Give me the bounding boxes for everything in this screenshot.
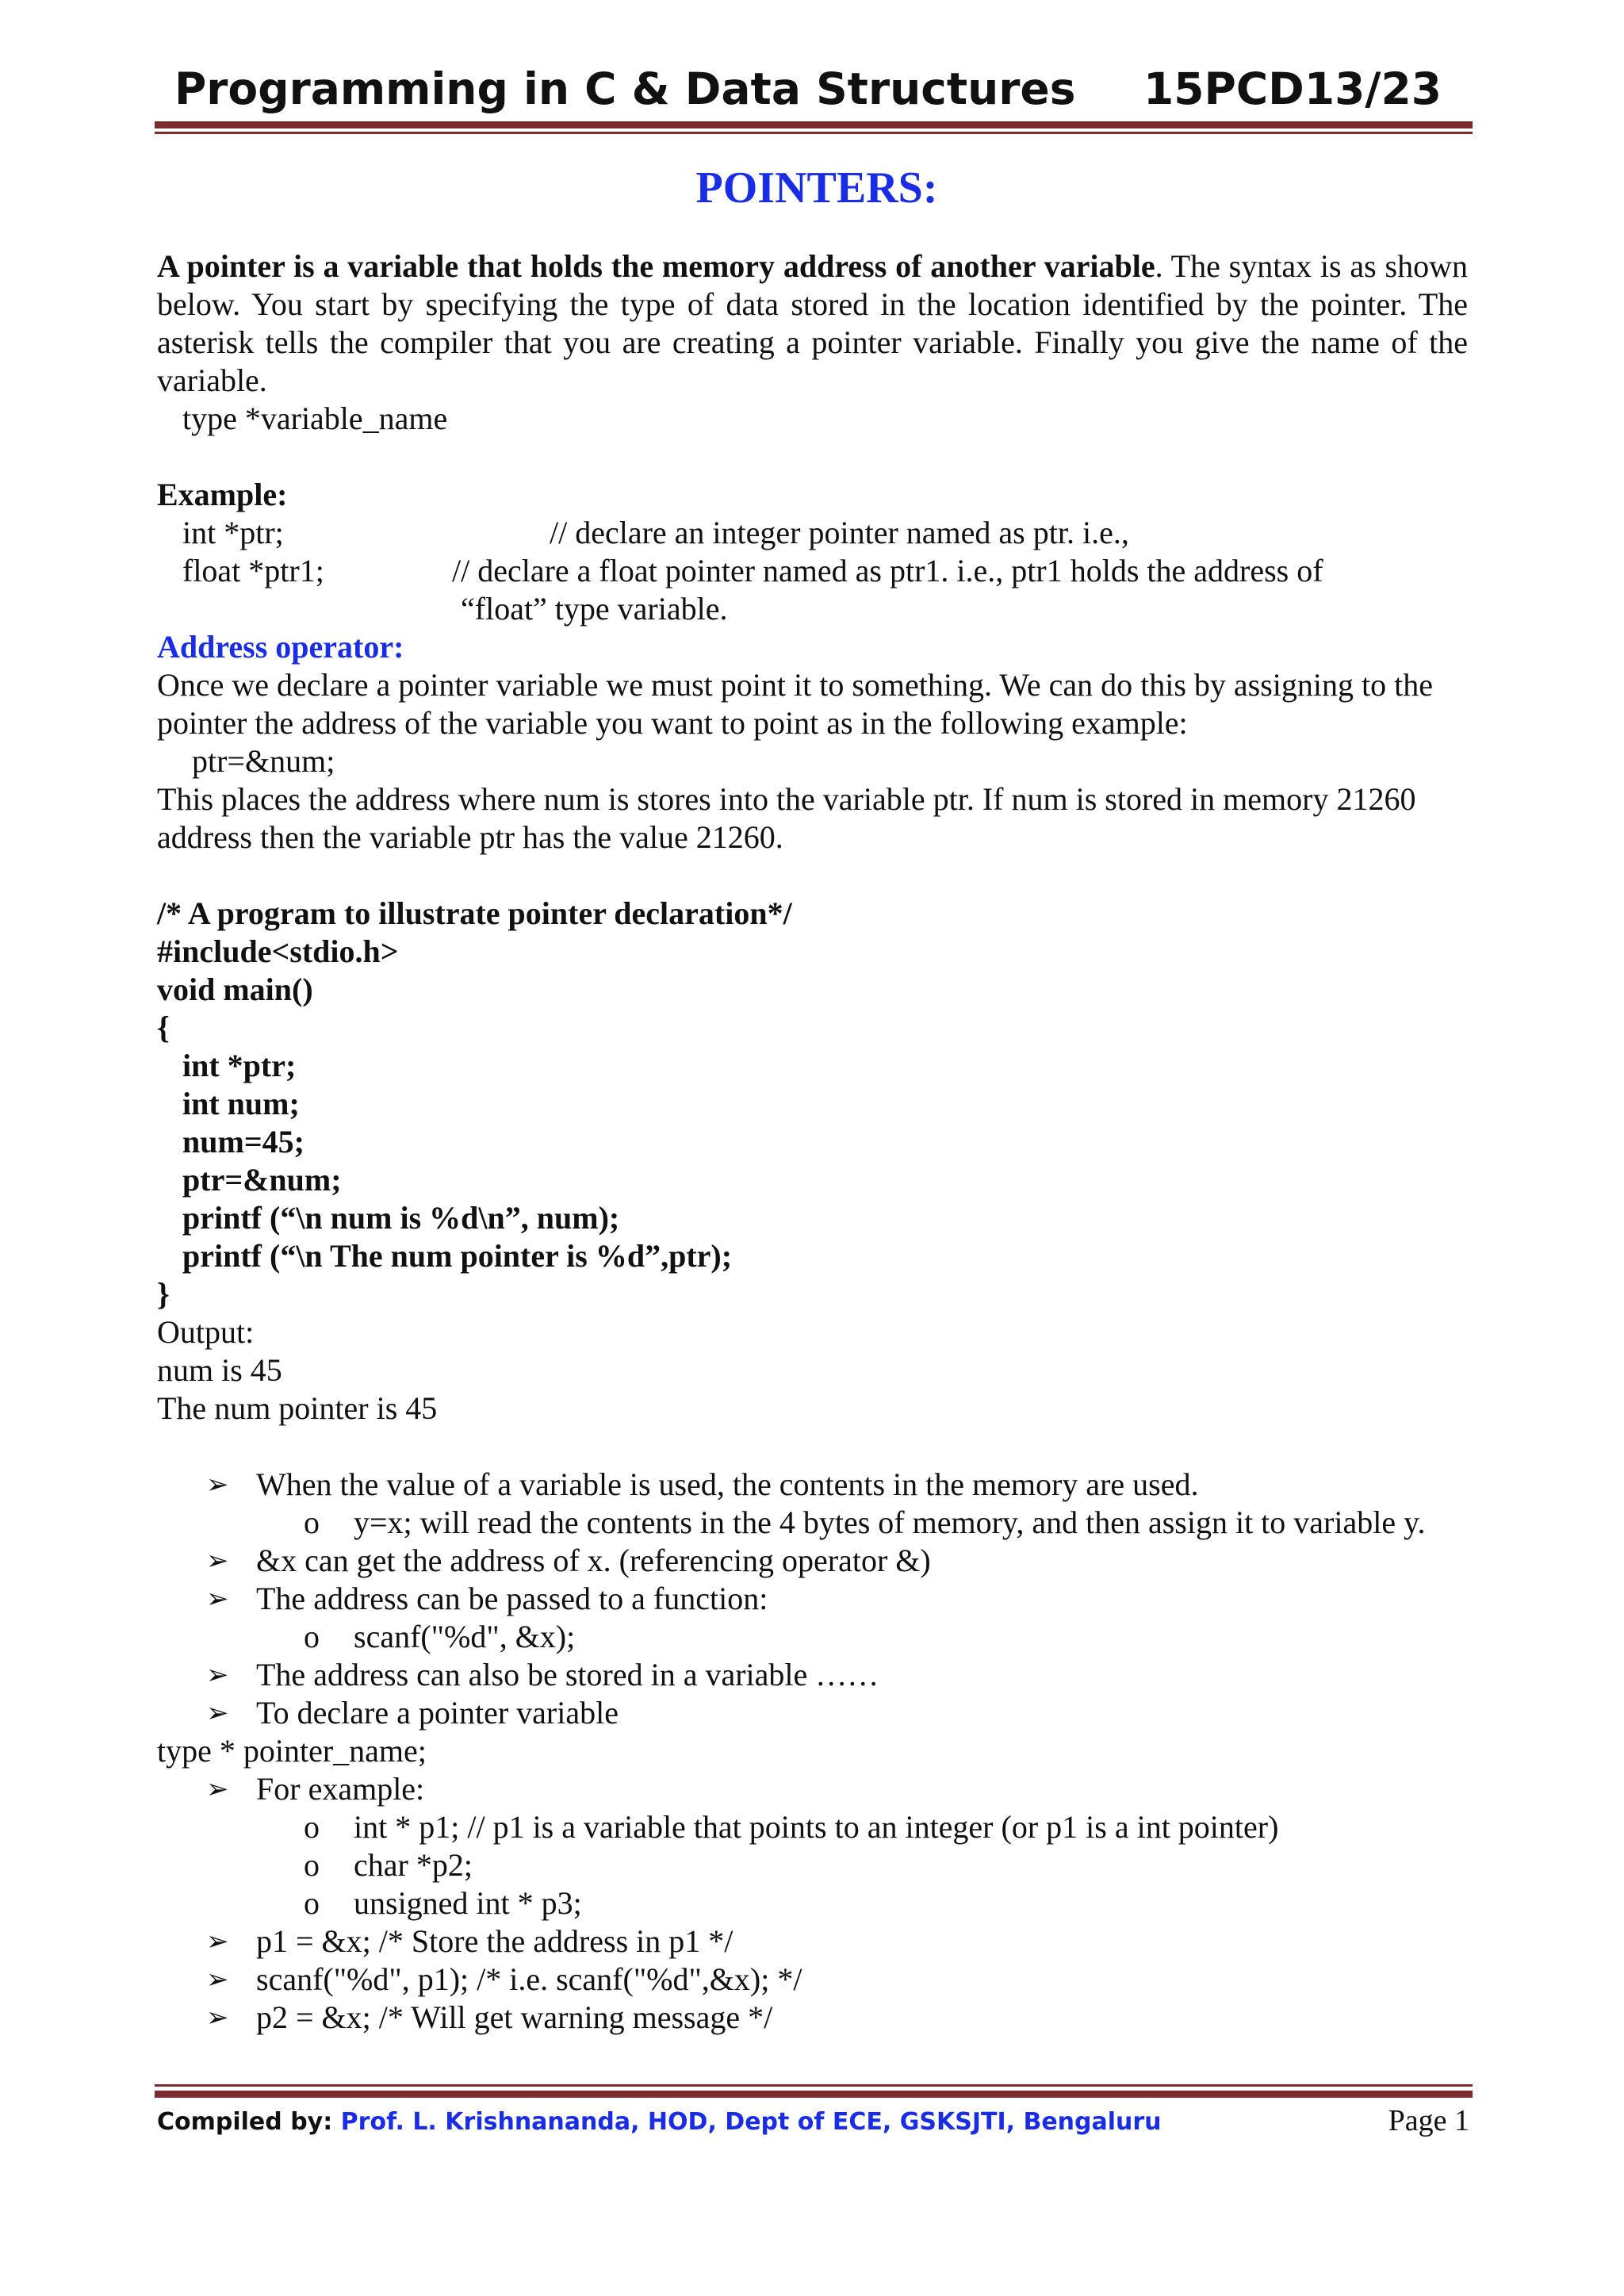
page-footer bbox=[157, 2103, 1469, 2137]
header-rule-thin bbox=[155, 132, 1473, 134]
program-line: printf (“\n num is %d\n”, num); bbox=[182, 1200, 620, 1236]
address-operator-code: ptr=&num; bbox=[192, 743, 335, 779]
bullet-item bbox=[157, 1999, 1468, 2037]
bullet-text: scanf("%d", p1); /* i.e. scanf("%d",&x); */ bbox=[256, 1961, 802, 1997]
arrow-bullet-icon: ➢ bbox=[206, 1583, 229, 1615]
bullet-item bbox=[157, 1770, 1468, 1808]
example-comment-2-cont: “float” type variable. bbox=[461, 591, 728, 627]
bullet-text: &x can get the address of x. (referencing operator &) bbox=[256, 1543, 931, 1578]
bullet-text: To declare a pointer variable bbox=[256, 1695, 619, 1731]
program-line: num=45; bbox=[182, 1124, 304, 1159]
circle-bullet-icon: o bbox=[304, 1885, 320, 1921]
footer-rule bbox=[155, 2091, 1473, 2098]
program-line: { bbox=[157, 1010, 170, 1045]
footer-rule-thin bbox=[155, 2084, 1473, 2087]
compiled-by-label: Compiled by: bbox=[157, 2108, 341, 2136]
bullet-item bbox=[157, 1656, 1468, 1694]
example-code-1: int *ptr; bbox=[182, 515, 284, 550]
bullet-text: The address can be passed to a function: bbox=[256, 1581, 768, 1616]
course-code: 15PCD13/23 bbox=[1143, 63, 1442, 114]
sub-bullet-item bbox=[157, 1884, 1468, 1922]
page-header bbox=[174, 56, 1450, 119]
compiled-by-author: Prof. L. Krishnananda, HOD, Dept of ECE, GSKSJTI, Bengaluru bbox=[340, 2108, 1162, 2136]
bullet-text: When the value of a variable is used, the contents in the memory are used. bbox=[256, 1466, 1199, 1502]
example-heading: Example: bbox=[157, 477, 288, 512]
example-code-2: float *ptr1; bbox=[182, 553, 324, 588]
syntax-line: type *variable_name bbox=[182, 401, 448, 436]
program-line: ptr=&num; bbox=[182, 1162, 342, 1198]
sub-bullet-text: unsigned int * p3; bbox=[354, 1885, 582, 1921]
bullet-item bbox=[157, 1961, 1468, 1999]
sub-bullet-text: int * p1; // p1 is a variable that points to an integer (or p1 is a int pointer) bbox=[354, 1809, 1279, 1845]
circle-bullet-icon: o bbox=[304, 1504, 320, 1540]
bullet-item bbox=[157, 1694, 1468, 1732]
intro-paragraph bbox=[157, 247, 1468, 400]
arrow-bullet-icon: ➢ bbox=[206, 1773, 229, 1805]
sub-bullet-item bbox=[157, 1808, 1468, 1846]
program-line: /* A program to illustrate pointer declaration*/ bbox=[157, 895, 792, 931]
bullet-text: The address can also be stored in a variable …… bbox=[256, 1657, 879, 1692]
pointer-syntax-line: type * pointer_name; bbox=[157, 1733, 427, 1769]
arrow-bullet-icon: ➢ bbox=[206, 1469, 229, 1501]
header-rule bbox=[155, 121, 1473, 128]
bullet-item bbox=[157, 1580, 1468, 1618]
arrow-bullet-icon: ➢ bbox=[206, 1659, 229, 1691]
arrow-bullet-icon: ➢ bbox=[206, 1697, 229, 1729]
intro-definition: A pointer is a variable that holds the memory address of another variable bbox=[157, 248, 1155, 284]
sub-bullet-text: y=x; will read the contents in the 4 bytes of memory, and then assign it to variable y. bbox=[354, 1504, 1426, 1540]
section-title bbox=[0, 163, 1624, 213]
program-line: printf (“\n The num pointer is %d”,ptr); bbox=[182, 1238, 733, 1274]
arrow-bullet-icon: ➢ bbox=[206, 1545, 229, 1577]
output-label: Output: bbox=[157, 1314, 255, 1350]
example-line-2 bbox=[157, 552, 1468, 590]
bullet-item bbox=[157, 1542, 1468, 1580]
program-line: int *ptr; bbox=[182, 1048, 297, 1083]
output-line-1: num is 45 bbox=[157, 1352, 282, 1388]
intro-text: . The syntax is as shown below. You start by specifying the type of data stored in the location identified by the pointer. The asterisk tells the compiler that you are creating a pointer variable. Finally you give the name of the variable. bbox=[157, 248, 1468, 398]
address-operator-para1: Once we declare a pointer variable we must point it to something. We can do this by assigning to the pointer the address of the variable you want to point as in the following example: bbox=[157, 667, 1433, 741]
program-code-block bbox=[157, 895, 1468, 1313]
arrow-bullet-icon: ➢ bbox=[206, 1964, 229, 1995]
program-line: } bbox=[157, 1276, 170, 1312]
address-operator-heading: Address operator: bbox=[157, 629, 404, 665]
example-line-3 bbox=[157, 590, 1468, 628]
sub-bullet-item bbox=[157, 1846, 1468, 1884]
arrow-bullet-icon: ➢ bbox=[206, 1926, 229, 1957]
section-title-text: POINTERS: bbox=[695, 163, 938, 213]
example-comment-2: // declare a float pointer named as ptr1. i.e., ptr1 holds the address of bbox=[452, 553, 1323, 588]
program-line: #include<stdio.h> bbox=[157, 933, 399, 969]
program-line: void main() bbox=[157, 972, 313, 1007]
address-operator-para2: This places the address where num is stores into the variable ptr. If num is stored in memory 21260 address then the variable ptr has the value 21260. bbox=[157, 781, 1416, 855]
bullet-text: p1 = &x; /* Store the address in p1 */ bbox=[256, 1923, 733, 1959]
program-line: int num; bbox=[182, 1086, 300, 1121]
sub-bullet-item bbox=[157, 1618, 1468, 1656]
circle-bullet-icon: o bbox=[304, 1847, 320, 1883]
course-title: Programming in C & Data Structures bbox=[174, 63, 1076, 114]
sub-bullet-item bbox=[157, 1504, 1468, 1542]
bullet-item bbox=[157, 1466, 1468, 1504]
circle-bullet-icon: o bbox=[304, 1619, 320, 1654]
compiled-by bbox=[157, 2108, 1162, 2136]
sub-bullet-text: scanf("%d", &x); bbox=[354, 1619, 576, 1654]
document-body bbox=[157, 247, 1468, 2037]
example-comment-1: // declare an integer pointer named as ptr. i.e., bbox=[550, 515, 1129, 550]
circle-bullet-icon: o bbox=[304, 1809, 320, 1845]
example-line-1 bbox=[157, 514, 1468, 552]
bullet-item bbox=[157, 1922, 1468, 1961]
bullet-text: p2 = &x; /* Will get warning message */ bbox=[256, 1999, 773, 2035]
sub-bullet-text: char *p2; bbox=[354, 1847, 473, 1883]
bullet-text: For example: bbox=[256, 1771, 425, 1807]
page-number: Page 1 bbox=[1388, 2104, 1469, 2137]
arrow-bullet-icon: ➢ bbox=[206, 2002, 229, 2033]
output-line-2: The num pointer is 45 bbox=[157, 1390, 438, 1426]
